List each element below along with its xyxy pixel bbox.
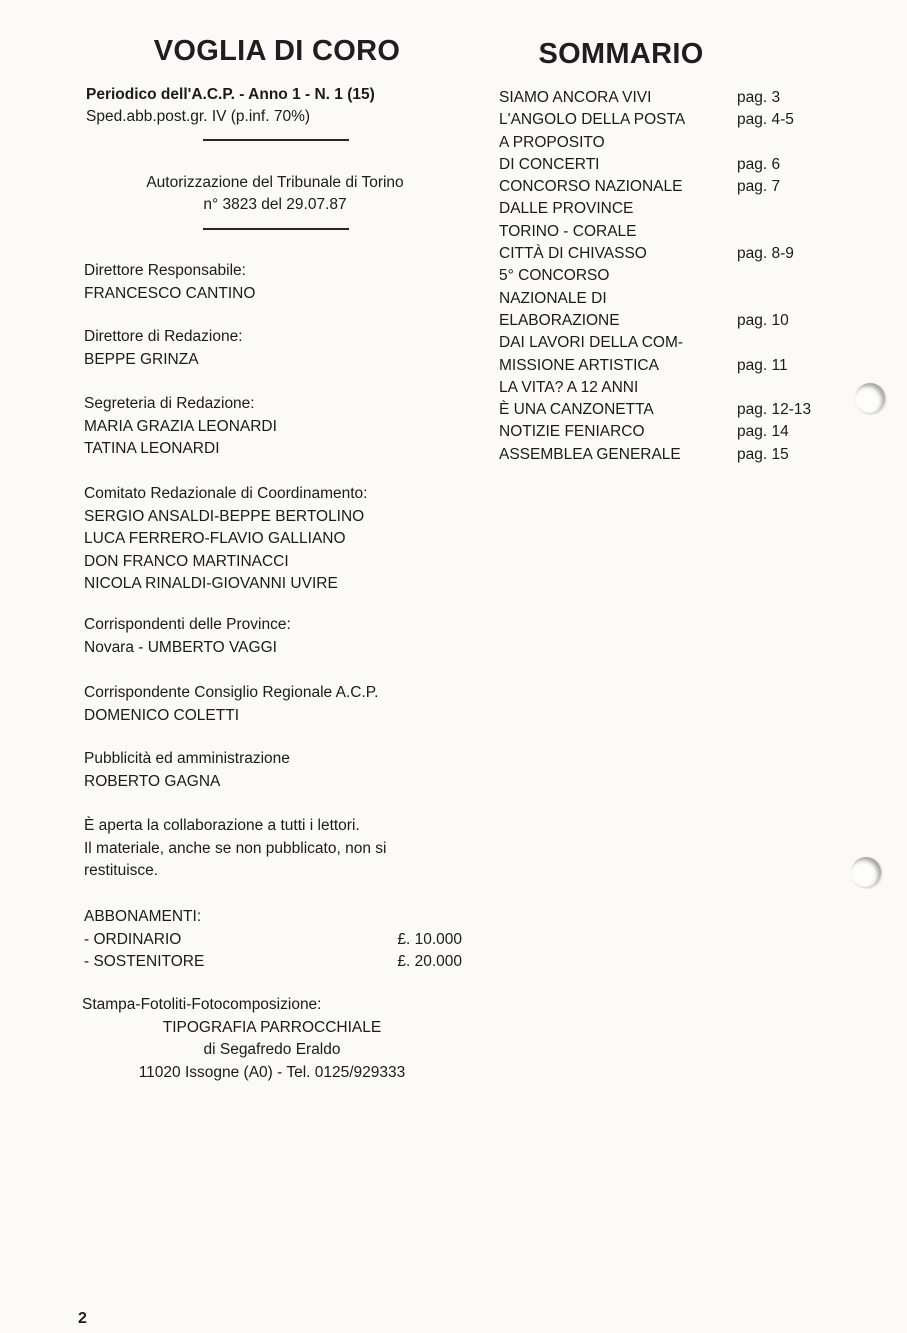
toc-entry-title: DI CONCERTI xyxy=(499,155,600,173)
page-number: 2 xyxy=(78,1310,87,1327)
toc-entry-title: A PROPOSITO xyxy=(499,133,605,151)
punch-hole xyxy=(855,383,885,413)
toc-entry-title: TORINO - CORALE xyxy=(499,222,637,240)
toc-entry-title: CONCORSO NAZIONALE xyxy=(499,178,683,196)
toc-entry xyxy=(499,87,819,109)
printing-line: 11020 Issogne (A0) - Tel. 0125/929333 xyxy=(138,1063,406,1081)
contents-title: SOMMARIO xyxy=(538,38,704,70)
note-line: È aperta la collaborazione a tutti i lettori. xyxy=(84,817,360,834)
staff-label: Segreteria di Redazione: xyxy=(84,395,255,412)
toc-entry xyxy=(499,198,819,220)
subscriptions-heading: ABBONAMENTI: xyxy=(84,908,202,925)
subscriptions xyxy=(84,906,462,974)
toc-entry xyxy=(499,288,819,310)
toc-entry-title: L'ANGOLO DELLA POSTA xyxy=(499,111,686,129)
staff-block-secretariat xyxy=(84,393,277,461)
subscription-price: £. 10.000 xyxy=(397,930,462,948)
staff-label: Pubblicità ed amministrazione xyxy=(84,750,290,767)
toc-entry xyxy=(499,310,819,332)
staff-label: Direttore di Redazione: xyxy=(84,328,243,345)
toc-entry-page: pag. 8-9 xyxy=(737,245,794,263)
toc-entry-page: pag. 3 xyxy=(737,89,781,106)
toc-entry xyxy=(499,377,819,399)
toc-entry-page: pag. 15 xyxy=(737,445,789,463)
staff-label: Direttore Responsabile: xyxy=(84,262,246,279)
toc-entry-title: ELABORAZIONE xyxy=(499,311,620,329)
toc-entry xyxy=(499,221,819,243)
collaboration-note xyxy=(84,815,386,883)
toc-entry xyxy=(499,176,819,198)
periodical-info: Periodico dell'A.C.P. - Anno 1 - N. 1 (15) xyxy=(86,86,375,103)
toc-entry xyxy=(499,332,819,354)
masthead-title: VOGLIA DI CORO xyxy=(153,35,401,67)
staff-label: Corrispondenti delle Province: xyxy=(84,616,291,633)
staff-block-correspondents xyxy=(84,614,291,659)
toc-entry-page: pag. 7 xyxy=(737,178,781,196)
toc-entry-title: LA VITA? A 12 ANNI xyxy=(499,378,639,396)
note-line: Il materiale, anche se non pubblicato, non si xyxy=(84,839,387,857)
toc-entry-page: pag. 4-5 xyxy=(737,111,794,129)
toc-entry-title: CITTÀ DI CHIVASSO xyxy=(499,245,647,263)
toc-entry-page: pag. 6 xyxy=(737,155,781,173)
toc-entry-page: pag. 11 xyxy=(737,356,788,374)
staff-name: DON FRANCO MARTINACCI xyxy=(84,552,289,570)
divider-rule xyxy=(203,139,349,141)
toc-entry xyxy=(499,355,819,377)
toc-entry-title: NOTIZIE FENIARCO xyxy=(499,423,645,441)
toc-entry-page: pag. 10 xyxy=(737,311,789,329)
subscription-row xyxy=(84,951,462,974)
toc-entry xyxy=(499,154,819,176)
toc-entry xyxy=(499,132,819,154)
staff-name: SERGIO ANSALDI-BEPPE BERTOLINO xyxy=(84,507,365,525)
staff-label: Corrispondente Consiglio Regionale A.C.P. xyxy=(84,684,379,701)
staff-name: BEPPE GRINZA xyxy=(84,350,199,368)
staff-name: LUCA FERRERO-FLAVIO GALLIANO xyxy=(84,530,346,547)
toc-entry-title: 5° CONCORSO xyxy=(499,267,610,285)
subscription-type: - ORDINARIO xyxy=(84,930,182,948)
staff-name: FRANCESCO CANTINO xyxy=(84,284,256,302)
staff-name: ROBERTO GAGNA xyxy=(84,772,221,790)
staff-name: TATINA LEONARDI xyxy=(84,440,220,457)
staff-label: Comitato Redazionale di Coordinamento: xyxy=(84,485,368,502)
staff-block-regional xyxy=(84,682,378,727)
printing-line: TIPOGRAFIA PARROCCHIALE xyxy=(162,1018,382,1036)
toc-entry xyxy=(499,421,819,443)
staff-name: MARIA GRAZIA LEONARDI xyxy=(84,417,277,435)
toc-entry-page: pag. 14 xyxy=(737,423,789,441)
subscription-row xyxy=(84,929,462,952)
note-line: restituisce. xyxy=(84,862,159,879)
toc-entry-title: DALLE PROVINCE xyxy=(499,200,634,218)
printing-label: Stampa-Fotoliti-Fotocomposizione: xyxy=(82,996,322,1013)
printing-line: di Segafredo Eraldo xyxy=(203,1041,341,1058)
staff-block-advertising xyxy=(84,748,290,793)
toc-entry-title: NAZIONALE DI xyxy=(499,289,607,307)
toc-entry-title: MISSIONE ARTISTICA xyxy=(499,356,659,374)
table-of-contents xyxy=(499,87,819,466)
toc-entry xyxy=(499,109,819,131)
toc-entry-title: ASSEMBLEA GENERALE xyxy=(499,445,681,463)
toc-entry xyxy=(499,243,819,265)
subscription-price: £. 20.000 xyxy=(397,953,462,970)
toc-entry xyxy=(499,399,819,421)
toc-entry-title: DAI LAVORI DELLA COM- xyxy=(499,334,684,352)
toc-entry xyxy=(499,265,819,287)
toc-entry-title: SIAMO ANCORA VIVI xyxy=(499,89,652,106)
printing-info xyxy=(82,994,462,1084)
punch-hole xyxy=(851,857,881,887)
authorization-line: Autorizzazione del Tribunale di Torino xyxy=(146,174,404,191)
subscription-type: - SOSTENITORE xyxy=(84,953,205,970)
staff-name: Novara - UMBERTO VAGGI xyxy=(84,638,277,656)
toc-entry xyxy=(499,444,819,466)
toc-entry-title: È UNA CANZONETTA xyxy=(499,401,654,419)
toc-entry-page: pag. 12-13 xyxy=(737,401,812,419)
shipping-info: Sped.abb.post.gr. IV (p.inf. 70%) xyxy=(86,108,311,125)
staff-block-editor xyxy=(84,326,243,371)
authorization-note xyxy=(86,172,464,216)
authorization-line: n° 3823 del 29.07.87 xyxy=(203,196,347,213)
staff-name: DOMENICO COLETTI xyxy=(84,706,240,724)
staff-block-committee xyxy=(84,483,367,596)
staff-block-director xyxy=(84,260,255,305)
staff-name: NICOLA RINALDI-GIOVANNI UVIRE xyxy=(84,575,338,592)
divider-rule xyxy=(203,228,349,230)
